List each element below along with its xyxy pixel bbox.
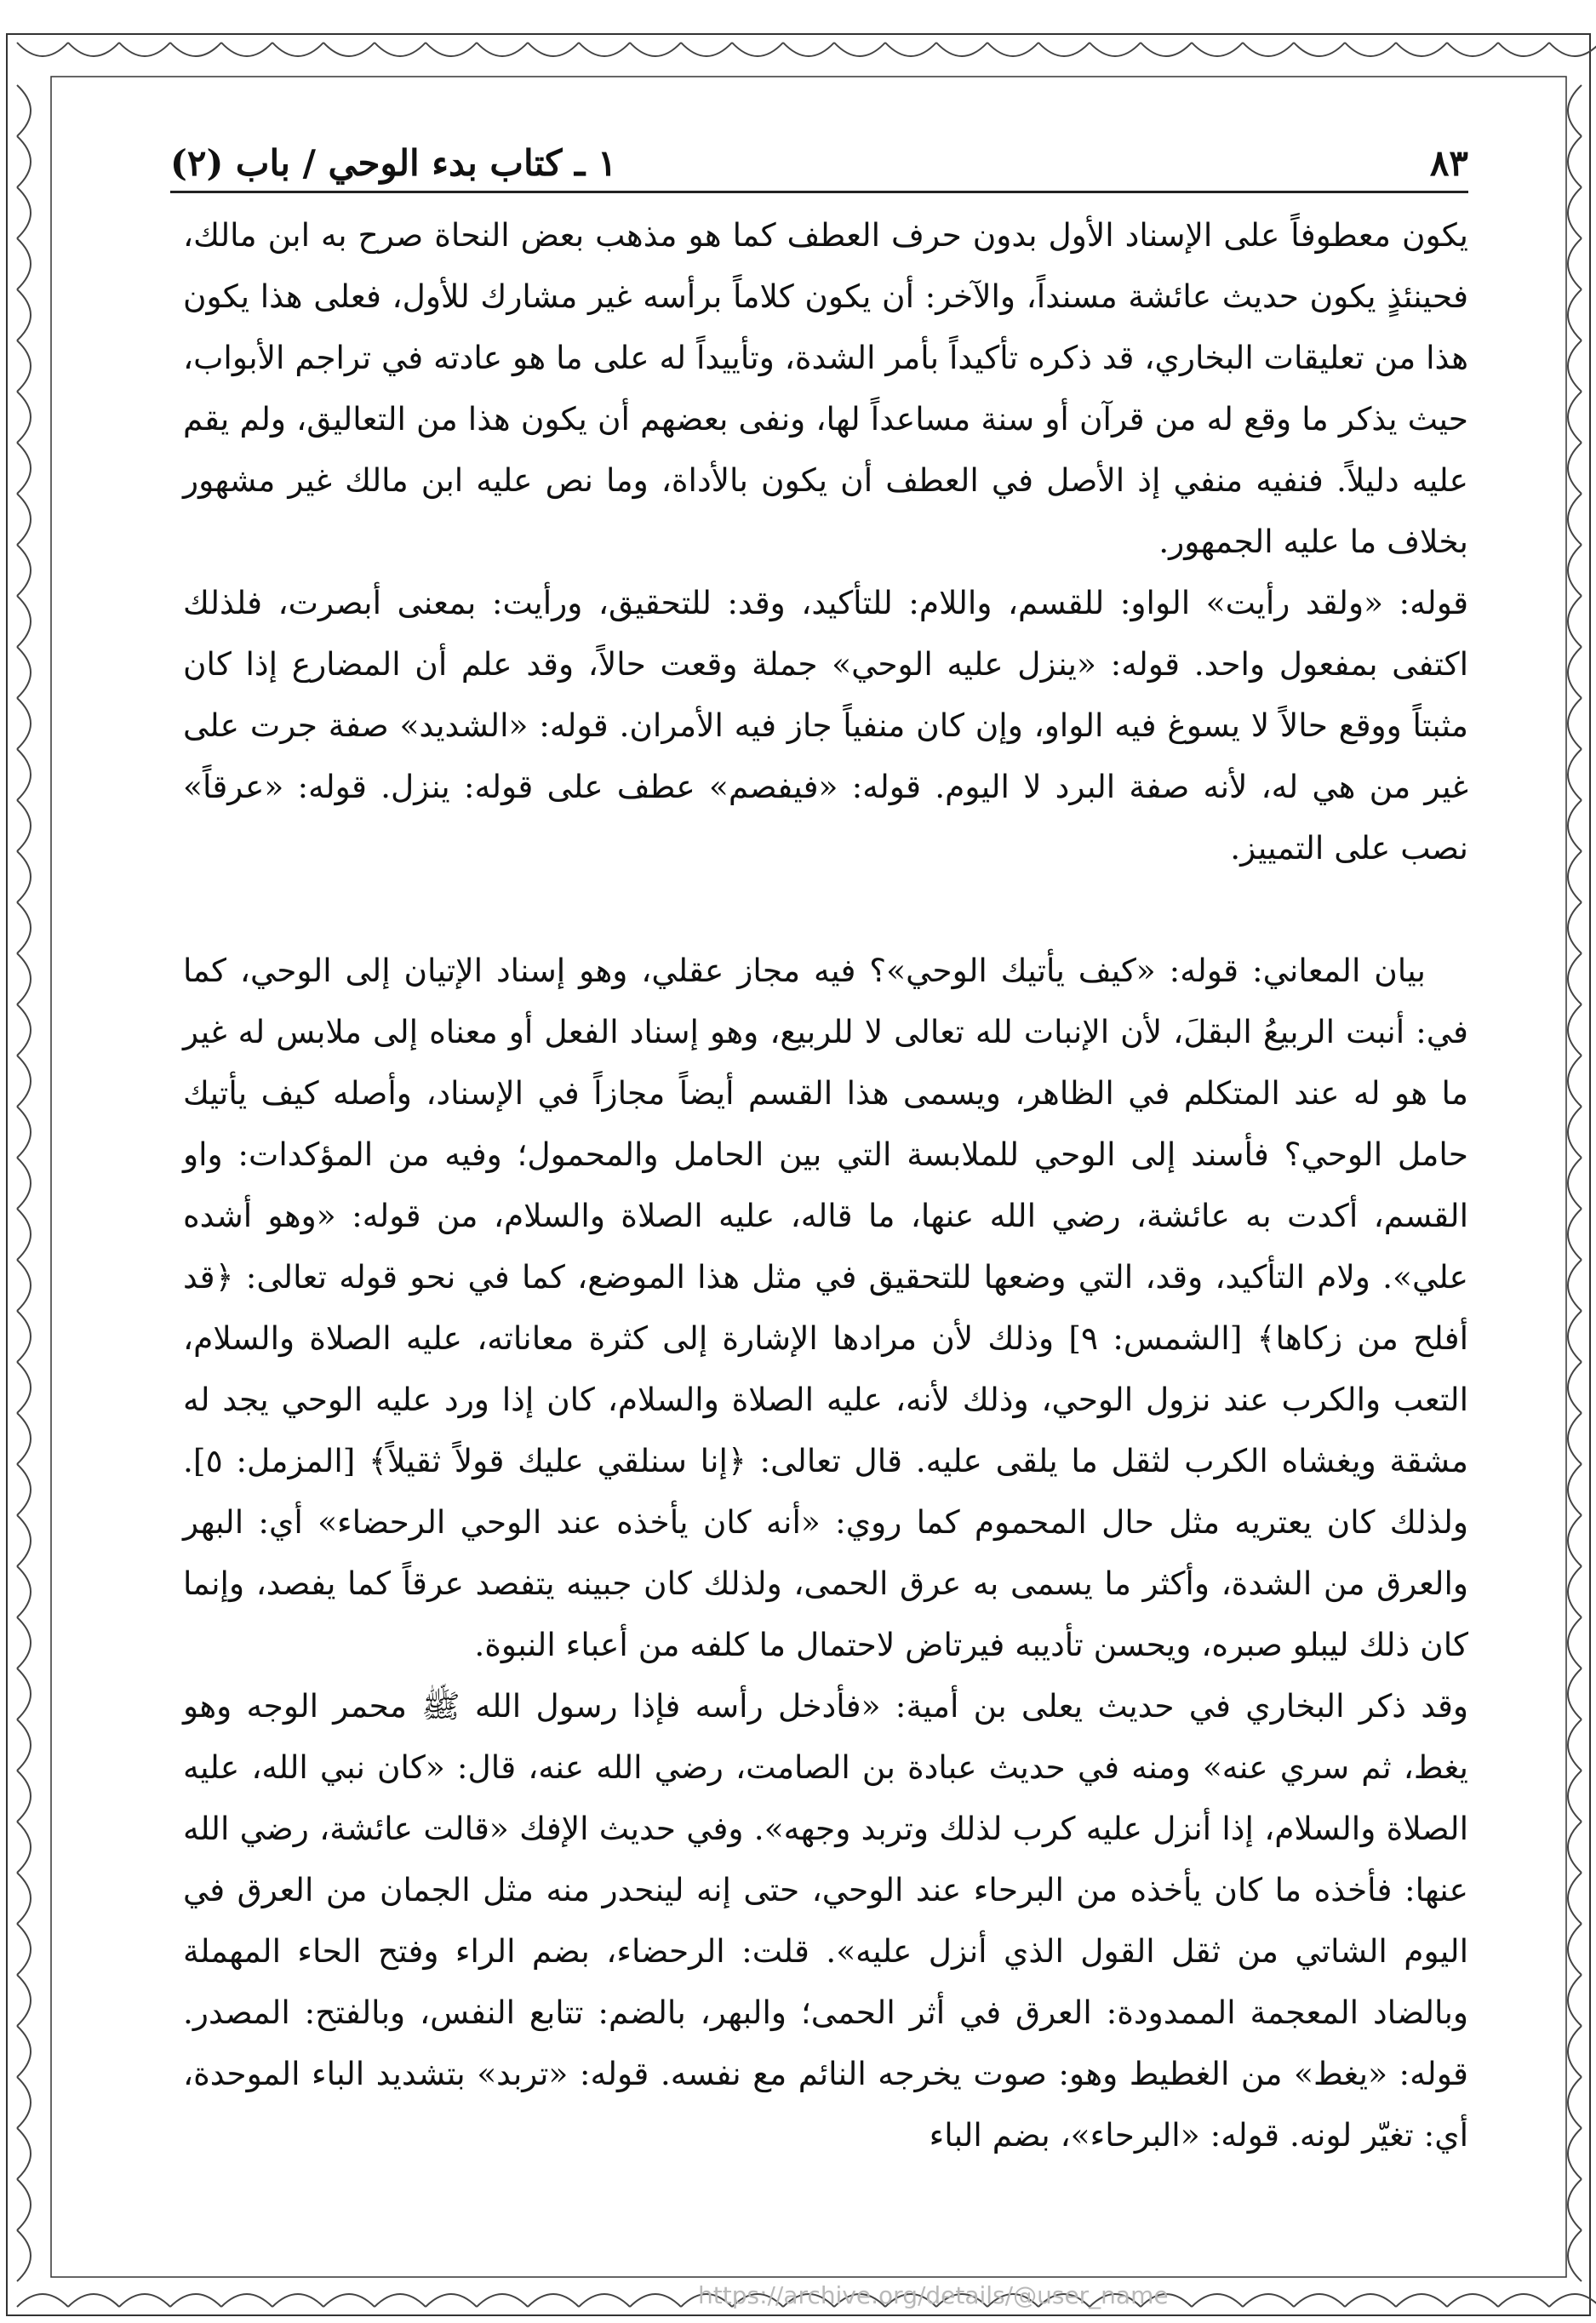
border-scallop	[630, 43, 681, 56]
text-body	[183, 204, 1468, 2272]
border-scallop	[17, 800, 31, 851]
border-scallop	[1345, 43, 1396, 56]
paragraph: بيان المعاني: قوله: «كيف يأتيك الوحي»؟ فيه مجاز عقلي، وهو إسناد الإتيان إلى الوحي، كما في: أنبت الربيعُ البقلَ، لأن الإنبات لله تعالى لا للربيع، وهو إسناد الفعل أو معناه إلى ملابس له غير ما هو له عند المتكلم في الظاهر، ويسمى هذا القسم أيضاً مجازاً في الإسناد، وأصله كيف يأتيك حامل الوحي؟ فأسند إلى الوحي للملابسة التي بين الحامل والمحمول؛ وفيه من المؤكدات: واو القسم، أكدت به عائشة، رضي الله عنها، ما قاله، عليه الصلاة والسلام، من قوله: «وهو أشده علي». ولام التأكيد، وقد، التي وضعها للتحقيق في مثل هذا الموضع، كما في نحو قوله تعالى: ﴿قد أفلح من زكاها﴾ [الشمس: ٩] وذلك لأن مرادها الإشارة إلى كثرة معاناته، عليه الصلاة والسلام، التعب والكرب عند نزول الوحي، وذلك لأنه، عليه الصلاة والسلام، كان إذا ورد عليه الوحي يجد له مشقة ويغشاه الكرب لثقل ما يلقى عليه. قال تعالى: ﴿إنا سنلقي عليك قولاً ثقيلاً﴾ [المزمل: ٥]. ولذلك كان يعتريه مثل حال المحموم كما روي: «أنه كان يأخذه عند الوحي الرحضاء» أي: البهر والعرق من الشدة، وأكثر ما يسمى به عرق الحمى، ولذلك كان جبينه يتفصد عرقاً كما يفصد، وإنما كان ذلك ليبلو صبره، ويحسن تأديبه فيرتاض لاحتمال ما كلفه من أعباء النبوة.	[183, 952, 1468, 1663]
border-scallop	[477, 2294, 528, 2307]
border-scallop	[885, 43, 936, 56]
border-scallop	[17, 1107, 31, 1158]
border-scallop	[17, 1566, 31, 1617]
border-scallop	[1243, 2294, 1294, 2307]
border-scallop	[17, 953, 31, 1004]
border-scallop	[1568, 1464, 1582, 1515]
border-scallop	[1498, 43, 1549, 56]
border-scallop	[119, 2294, 170, 2307]
border-scallop	[375, 43, 426, 56]
border-scallop	[1568, 596, 1582, 647]
watermark: https://archive.org/details/@user_name	[698, 2281, 1169, 2309]
border-scallop	[1141, 43, 1192, 56]
border-scallop	[170, 43, 221, 56]
border-scallop	[1549, 43, 1596, 56]
border-scallop	[17, 698, 31, 749]
border-scallop	[1294, 43, 1345, 56]
border-scallop	[1568, 800, 1582, 851]
border-scallop	[1549, 2294, 1596, 2307]
border-scallop	[1192, 2294, 1243, 2307]
border-scallop	[1294, 2294, 1345, 2307]
border-scallop	[17, 1515, 31, 1566]
border-scallop	[17, 1924, 31, 1975]
paragraph: يكون معطوفاً على الإسناد الأول بدون حرف العطف كما هو مذهب بعض النحاة صرح به ابن مالك، فحينئذٍ يكون حديث عائشة مسنداً، والآخر: أن يكون كلاماً برأسه غير مشارك للأول، فعلى هذا يكون هذا من تعليقات البخاري، قد ذكره تأكيداً بأمر الشدة، وتأييداً له على ما هو عادته في تراجم الأبواب، حيث يذكر ما وقع له من قرآن أو سنة مساعداً لها، ونفى بعضهم أن يكون هذا من التعاليق، ولم يقم عليه دليلاً. فنفيه منفي إذ الأصل في العطف أن يكون بالأداة، وما نص عليه ابن مالك غير مشهور بخلاف ما عليه الجمهور.	[183, 216, 1468, 560]
border-scallop	[1568, 749, 1582, 800]
border-scallop	[1447, 43, 1498, 56]
border-scallop	[987, 43, 1038, 56]
border-scallop	[17, 85, 31, 136]
border-scallop	[17, 2179, 31, 2230]
running-head: ١ ـ كتاب بدء الوحي / باب (٢)	[170, 142, 617, 184]
border-scallop	[1568, 1413, 1582, 1464]
border-scallop	[17, 1004, 31, 1056]
border-scallop	[1568, 1004, 1582, 1056]
border-scallop	[17, 289, 31, 340]
border-scallop	[1568, 1362, 1582, 1413]
border-scallop	[1568, 1107, 1582, 1158]
border-scallop	[17, 494, 31, 545]
border-scallop	[1568, 545, 1582, 596]
border-scallop	[1568, 1975, 1582, 2026]
border-scallop	[1568, 1719, 1582, 1771]
border-scallop	[68, 2294, 119, 2307]
border-scallop	[1568, 1311, 1582, 1362]
border-scallop	[1568, 1209, 1582, 1260]
border-scallop	[1568, 1617, 1582, 1668]
border-scallop	[17, 1668, 31, 1719]
border-scallop	[221, 43, 272, 56]
border-scallop	[1498, 2294, 1549, 2307]
border-scallop	[17, 1362, 31, 1413]
border-scallop	[1568, 2077, 1582, 2128]
border-scallop	[1568, 238, 1582, 289]
border-scallop	[1568, 1873, 1582, 1924]
border-scallop	[17, 136, 31, 187]
border-scallop	[936, 43, 987, 56]
border-scallop	[681, 43, 732, 56]
border-scallop	[17, 749, 31, 800]
border-scallop	[17, 596, 31, 647]
border-scallop	[272, 2294, 323, 2307]
border-scallop	[1568, 187, 1582, 238]
border-scallop	[1568, 1158, 1582, 1209]
border-scallop	[1038, 43, 1090, 56]
border-scallop	[17, 238, 31, 289]
header-rule	[170, 191, 1468, 193]
border-scallop	[375, 2294, 426, 2307]
border-scallop	[1568, 494, 1582, 545]
border-scallop	[528, 43, 579, 56]
border-scallop	[17, 2230, 31, 2281]
border-scallop	[170, 2294, 221, 2307]
border-scallop	[17, 392, 31, 443]
border-scallop	[1568, 1771, 1582, 1822]
border-scallop	[68, 43, 119, 56]
border-scallop	[17, 1158, 31, 1209]
border-scallop	[17, 1311, 31, 1362]
border-scallop	[1568, 443, 1582, 494]
border-scallop	[1243, 43, 1294, 56]
border-scallop	[1345, 2294, 1396, 2307]
border-scallop	[732, 43, 783, 56]
border-scallop	[426, 2294, 477, 2307]
border-scallop	[528, 2294, 579, 2307]
border-scallop	[579, 2294, 630, 2307]
border-scallop	[1568, 851, 1582, 902]
border-scallop	[17, 2077, 31, 2128]
border-scallop	[1568, 1260, 1582, 1311]
border-scallop	[1568, 902, 1582, 953]
border-scallop	[17, 43, 68, 56]
border-scallop	[1568, 2230, 1582, 2281]
border-scallop	[17, 1771, 31, 1822]
border-scallop	[1396, 43, 1447, 56]
page-header	[170, 128, 1468, 184]
border-scallop	[17, 187, 31, 238]
border-scallop	[17, 545, 31, 596]
border-scallop	[1568, 953, 1582, 1004]
border-scallop	[17, 851, 31, 902]
border-scallop	[272, 43, 323, 56]
border-scallop	[17, 1975, 31, 2026]
border-scallop	[1568, 698, 1582, 749]
border-scallop	[1568, 340, 1582, 392]
border-scallop	[1447, 2294, 1498, 2307]
border-scallop	[323, 43, 375, 56]
border-scallop	[17, 1209, 31, 1260]
border-scallop	[323, 2294, 375, 2307]
border-scallop	[221, 2294, 272, 2307]
border-scallop	[1192, 43, 1243, 56]
border-scallop	[17, 2128, 31, 2179]
border-scallop	[1396, 2294, 1447, 2307]
border-scallop	[17, 2026, 31, 2077]
border-scallop	[630, 2294, 681, 2307]
border-scallop	[119, 43, 170, 56]
paragraph: قوله: «ولقد رأيت» الواو: للقسم، واللام: للتأكيد، وقد: للتحقيق، ورأيت: بمعنى أبصرت، فلذلك اكتفى بمفعول واحد. قوله: «ينزل عليه الوحي» جملة وقعت حالاً، وقد علم أن المضارع إذا كان مثبتاً ووقع حالاً لا يسوغ فيه الواو، وإن كان منفياً جاز فيه الأمران. قوله: «الشديد» صفة جرت على غير من هي له، لأنه صفة البرد لا اليوم. قوله: «فيفصم» عطف على قوله: ينزل. قوله: «عرقاً» نصب على التمييز.	[183, 584, 1468, 867]
border-scallop	[1568, 1924, 1582, 1975]
border-scallop	[17, 443, 31, 494]
border-scallop	[1568, 2026, 1582, 2077]
border-scallop	[17, 2294, 68, 2307]
border-scallop	[1568, 1515, 1582, 1566]
border-scallop	[1568, 2179, 1582, 2230]
paragraph-gap	[183, 878, 1468, 940]
border-scallop	[17, 1873, 31, 1924]
border-scallop	[17, 340, 31, 392]
border-scallop	[1568, 1566, 1582, 1617]
border-scallop	[17, 1056, 31, 1107]
border-scallop	[1568, 392, 1582, 443]
border-scallop	[1568, 1668, 1582, 1719]
border-scallop	[17, 1617, 31, 1668]
border-scallop	[477, 43, 528, 56]
border-scallop	[17, 1413, 31, 1464]
border-scallop	[834, 43, 885, 56]
border-scallop	[17, 1822, 31, 1873]
border-scallop	[1568, 2128, 1582, 2179]
paragraph: وقد ذكر البخاري في حديث يعلى بن أمية: «فأدخل رأسه فإذا رسول الله ﷺ محمر الوجه وهو يغط، ثم سري عنه» ومنه في حديث عبادة بن الصامت، رضي الله عنه، قال: «كان نبي الله، عليه الصلاة والسلام، إذا أنزل عليه كرب لذلك وتربد وجهه». وفي حديث الإفك «قالت عائشة، رضي الله عنها: فأخذه ما كان يأخذه من البرحاء عند الوحي، حتى إنه لينحدر منه مثل الجمان من العرق في اليوم الشاتي من ثقل القول الذي أنزل عليه». قلت: الرحضاء، بضم الراء وفتح الحاء المهملة وبالضاد المعجمة الممدودة: العرق في أثر الحمى؛ والبهر، بالضم: تتابع النفس، وبالفتح: المصدر. قوله: «يغط» من الغطيط وهو: صوت يخرجه النائم مع نفسه. قوله: «تربد» بتشديد الباء الموحدة، أي: تغيّر لونه. قوله: «البرحاء»، بضم الباء	[183, 1687, 1468, 2154]
border-scallop	[783, 43, 834, 56]
border-scallop	[1568, 1822, 1582, 1873]
border-scallop	[17, 647, 31, 698]
border-scallop	[1568, 647, 1582, 698]
border-scallop	[17, 1260, 31, 1311]
border-scallop	[1090, 43, 1141, 56]
border-scallop	[426, 43, 477, 56]
border-scallop	[1568, 289, 1582, 340]
page-number: ٨٣	[1429, 142, 1468, 184]
border-scallop	[579, 43, 630, 56]
border-scallop	[1568, 136, 1582, 187]
border-scallop	[17, 1464, 31, 1515]
border-scallop	[1568, 85, 1582, 136]
border-scallop	[17, 1719, 31, 1771]
border-scallop	[17, 902, 31, 953]
border-scallop	[1568, 1056, 1582, 1107]
